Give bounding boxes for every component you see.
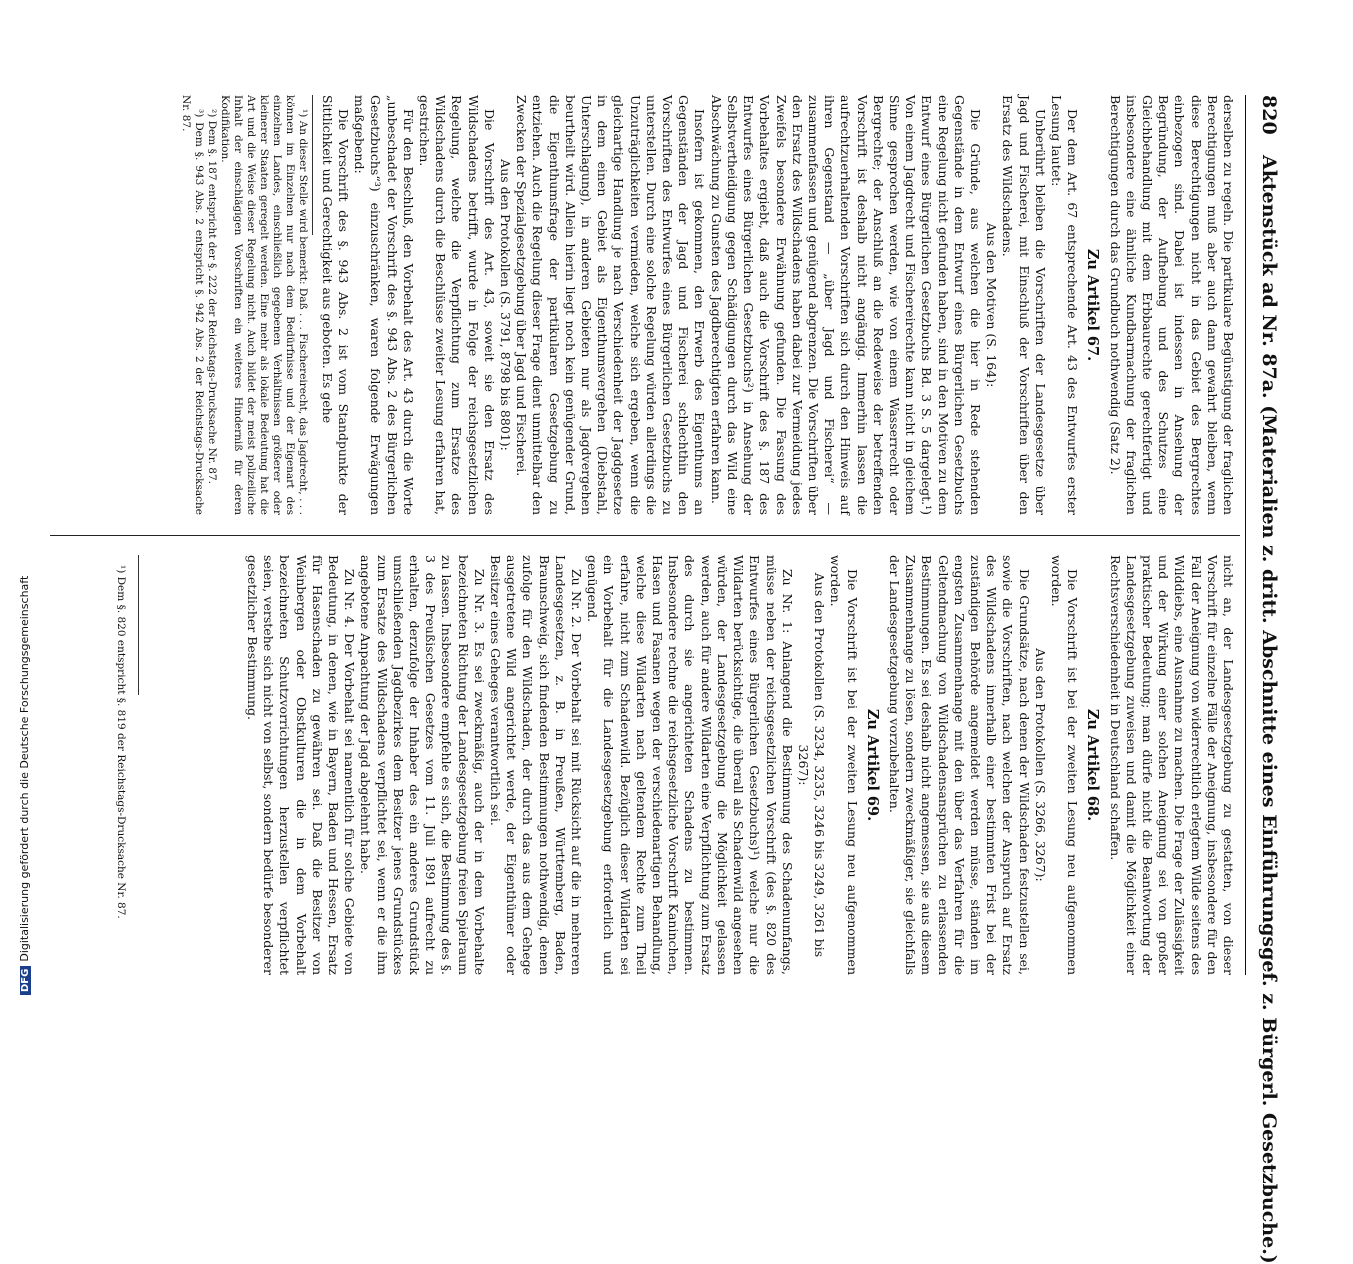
footnote: ¹) An dieser Stelle wird bemerkt: Daß . . . Fischereirecht, das Jagdrecht, . . . können im Einzelnen nur nach dem Bedürfnisse und der Eigenart des einzelnen Landes, einschließlich gegebenen Verhältnissen größerer oder kleinerer Staaten geregelt werden. Eine mehr als lokale Bedeutung hat die Art und die Weise dieser Regelung nicht. Auch bildet der meist polizeiliche Inhalt der einschlägigen Vorschriften ein weiteres Hinderniß für deren Kodifikation. <box>218 95 309 515</box>
paragraph: Die Gründe, aus welchen die hier in Rede stehenden Gegenstände in dem Entwurf eines Bürgerlichen Gesetzbuchs eine Regelung nicht gefunden haben, sind in den Motiven zu dem Entwurf eines Bürgerlichen Gesetzbuchs Bd. 3 S. 5 dargelegt.¹) Von einem Jagdrecht und Fischereirechte kann nicht in gleichem Sinne gesprochen werden, wie von einem Wasserrecht oder Bergrechte; der Anschluß an die Redeweise der betreffenden Vorschrift ist deshalb nicht angängig. Immerhin lassen die aufrechtzuerhaltenden Vorschriften sich durch den Hinweis auf ihren Gegenstand — „über Jagd und Fischerei“ — zusammenfassen und genügend abgrenzen. Die Vorschriften über den Ersatz des Wildschadens haben dabei zur Vermeidung jedes Zweifels besondere Erwähnung gefunden. Die Fassung des Vorbehaltes ergiebt, daß auch die Vorschrift des §. 187 des Entwurfes eines Bürgerlichen Gesetzbuchs²) in Ansehung der Selbstvertheidigung gegen Schädigungen durch das Wild eine Abschwächung zu Gunsten des Jagdberechtigten erfahren kann. <box>708 95 983 515</box>
rotated-page <box>60 95 1280 1264</box>
quoted-paragraph: Unberührt bleiben die Vorschriften der Landesgesetze über Jagd und Fischerei, mit Einschluß der Vorschriften über den Ersatz des Wildschadens. <box>1000 95 1048 515</box>
paragraph: Der dem Art. 67 entsprechende Art. 43 des Entwurfes erster Lesung lautet: <box>1048 95 1081 515</box>
section-heading-art69: Zu Artikel 69. <box>863 708 881 822</box>
digitization-credit <box>18 576 31 995</box>
source-line: Aus den Protokollen (S. 3266, 3267): <box>1032 648 1048 882</box>
footnote: ³) Dem §. 943 Abs. 2 entspricht §. 942 Abs. 2 der Reichstags-Drucksache Nr. 87. <box>179 95 205 515</box>
paragraph: Die Vorschrift ist bei der zweiten Lesung neu aufgenommen worden. <box>1048 555 1081 975</box>
source-line: Aus den Protokollen (S. 3234, 3235, 3246 bis 3249, 3261 bis 3267): <box>795 572 828 958</box>
paragraph: Zu Nr. 1: Anlangend die Bestimmung des Schadenumfangs, müsse neben der reichsgesetzlichen Vorschrift (des §. 820 des Entwurfes eines Bürgerlichen Gesetzbuchs)¹) welche nur die Wildarten berücksichtige, die überall als Schadenwild angesehen würden, der Landesgesetzgebung die Möglichkeit gelassen werden, auch für andere Wildarten eine Verpflichtung zum Ersatz des durch sie angerichteten Schadens zu bestimmen. Insbesondere rechne die reichsgesetzliche Vorschrift Kaninchen, Hasen und Fasanen wegen der verschiedenartigen Behandlung, welche diese Wildarten nach geltendem Rechte zum Theil erfahre, nicht zum Schadenwild. Bezüglich dieser Wildarten sei ein Vorbehalt für die Landesgesetzgebung erforderlich und genügend. <box>585 555 795 975</box>
paragraph: Die Grundsätze, nach denen der Wildschaden festzustellen sei, sowie die Vorschriften, nach welchen der Anspruch auf Ersatz des Wildschadens innerhalb einer bestimmten Frist bei der zuständigen Behörde angemeldet werden müsse, ständen im engsten Zusammenhange mit den über das Verfahren für die Geltendmachung von Wildschadensansprüchen zu erlassenden Bestimmungen. Es sei deshalb nicht angemessen, sie aus diesem Zusammenhange zu lösen, sondern zweckmäßiger, sie gleichfalls der Landesgesetzgebung vorzubehalten. <box>886 555 1032 975</box>
column-divider <box>50 535 1240 536</box>
paragraph: Insofern ist gekommen, den Erwerb des Eigenthums an Gegenständen der Jagd und Fischerei schlechthin den Vorschriften des Entwurfes eines Bürgerlichen Gesetzbuchs zu unterstellen. Durch eine solche Regelung würden allerdings die Unzuträglichkeiten vermieden, welche sich ergeben, wenn die gleichartige Handlung je nach Verschiedenheit der Jagdgesetze in dem einen Gebiet als Eigenthumsvergehen (Diebstahl, Unterschlagung), in anderen Gebieten nur als Jagdvergehen beurtheilt wird. Allein hierin liegt noch kein genügender Grund, die Eigenthumsfrage der partikularen Gesetzgebung zu entziehen. Auch die Regelung dieser Frage dient unmittelbar den Zwecken der Spezialgesetzgebung über Jagd und Fischerei. <box>514 95 708 515</box>
left-column <box>179 95 1236 515</box>
paragraph: nicht an, der Landesgesetzgebung zu gestatten, von dieser Vorschrift für einzelne Fälle der Aneignung, insbesondere für den Fall der Aneignung von widerrechtlich erlegtem Wilde seitens des Wilddiebs, eine Ausnahme zu machen. Die Frage der Zulässigkeit und der Wirkung einer solchen Aneignung sei von großer praktischer Bedeutung; man dürfe nicht die Beantwortung der Landesgesetzgebung zuweisen und damit die Möglichkeit einer Rechtsverschiedenheit in Deutschland schaffen. <box>1107 555 1236 975</box>
paragraph: Zu Nr. 4. Der Vorbehalt sei namentlich für solche Gebiete von Bedeutung, in denen, wie in Bayern, Baden und Hessen, Ersatz für Hasenschaden zu gewähren sei. Daß die Besitzer von Weinbergen oder Obstkulturen die in dem Vorbehalt bezeichneten Schutzvorrichtungen herzustellen verpflichtet seien, verstehe sich nicht von selbst, sondern bedürfe besonderer gesetzlicher Bestimmung. <box>245 555 358 975</box>
footnote: ¹) Dem §. 820 entspricht §. 819 der Reichstags-Drucksache Nr. 87. <box>115 565 128 919</box>
footnote-rule <box>138 555 139 695</box>
right-footnote-block <box>104 555 145 975</box>
source-line: Aus den Motiven (S. 164): <box>984 222 1000 388</box>
paragraph: Für den Beschluß, den Vorbehalt des Art. 43 durch die Worte „unbeschadet der Vorschrift des §. 943 Abs. 2 des Bürgerlichen Gesetzbuchs“³) einzuschränken, waren folgende Erwägungen maßgebend: <box>352 95 416 515</box>
footnote-rule <box>312 95 313 235</box>
header-rule <box>1245 95 1246 975</box>
footnote: ²) Dem §. 187 entspricht der §. 222 der Reichstags-Drucksache Nr. 87. <box>205 109 218 485</box>
paragraph: Die Vorschrift des Art. 43, soweit sie den Ersatz des Wildschadens betrifft, wurde in Folge der reichsgesetzlichen Regelung, welche die Verpflichtung zum Ersatze des Wildschadens durch die Beschlüsse zweiter Lesung erfahren hat, gestrichen. <box>417 95 497 515</box>
dfg-logo: DFG <box>20 966 31 995</box>
paragraph: Die Vorschrift des §. 943 Abs. 2 ist vom Standpunkte der Sittlichkeit und Gerechtigkeit aus geboten. Es gehe <box>319 95 352 515</box>
paragraph: Zu Nr. 2. Der Vorbehalt sei mit Rücksicht auf die in mehreren Landesgesetzen, z. B. in Preußen, Württemberg, Baden, Braunschweig, sich findenden Bestimmungen nothwendig, denen zufolge für den Wildschaden, der durch das aus dem Gehege ausgetretene Wild angerichtet werde, der Eigenthümer oder Besitzer eines Geheges verantwortlich sei. <box>488 555 585 975</box>
page-header <box>1246 95 1280 1264</box>
credit-text: Digitalisierung gefördert durch die Deutsche Forschungsgemeinschaft <box>18 575 31 962</box>
section-heading-art68: Zu Artikel 68. <box>1084 708 1102 822</box>
paragraph: derselben zu regeln. Die partikulare Begünstigung der fraglichen Berechtigungen muß aber auch dann gewahrt bleiben, wenn diese Berechtigungen nicht in das Gebiet des Bergrechtes einbezogen sind. Dabei ist indessen in Ansehung der Begründung, der Aufhebung und des Schutzes eine Gleichbehandlung mit dem Erbbaurechte gerechtfertigt und insbesondere eine ähnliche Kundbarmachung der fraglichen Berechtigungen durch das Grundbuch nothwendig (Satz 2). <box>1107 95 1236 515</box>
paragraph: Zu Nr. 3. Es sei zweckmäßig, auch der in dem Vorbehalte bezeichneten Richtung der Landesgesetzgebung freien Spielraum zu lassen. Insbesondere empfehle es sich, die Bestimmung des §. 3 des Preußischen Gesetzes vom 11. Juli 1891 aufrecht zu erhalten, derzufolge der Inhaber des ein anderes Grundstück umschließenden Jagdbezirkes dem Besitzer jenes Grundstückes zum Ersatze des Wildschadens verpflichtet sei, wenn er die ihm angebotene Anpachtung der Jagd abgelehnt habe. <box>358 555 487 975</box>
paragraph: Die Vorschrift ist bei der zweiten Lesung neu aufgenommen worden. <box>828 555 860 975</box>
running-title: Aktenstück ad Nr. 87a. (Materialien z. dritt. Abschnitte eines Einführungsgef. z. Bürgerl. Gesetzbuche.) <box>1258 155 1280 1264</box>
right-column <box>245 555 1236 975</box>
page-number: 820 <box>1258 95 1280 135</box>
source-line: Aus den Protokollen (S. 3791, 8798 bis 8801): <box>498 159 514 451</box>
section-heading-art67: Zu Artikel 67. <box>1084 248 1102 362</box>
